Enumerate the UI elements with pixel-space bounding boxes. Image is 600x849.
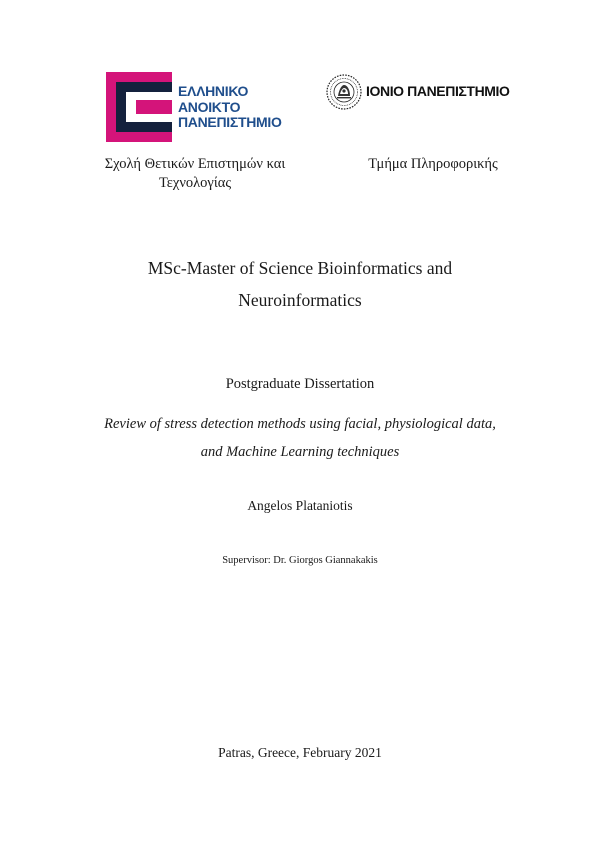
thesis-title-line: and Machine Learning techniques	[200, 444, 400, 460]
supervisor-line: Supervisor: Dr. Giorgos Giannakakis	[222, 555, 378, 566]
thesis-title-line: Review of stress detection methods using facial, physiological data,	[104, 416, 496, 432]
ionian-wordmark: ΙΟΝΙΟ ΠΑΝΕΠΙΣΤΗΜΙΟ	[366, 83, 510, 99]
school-name-line: Σχολή Θετικών Επιστημών και	[104, 156, 286, 172]
ionian-university-logo	[326, 74, 516, 110]
school-name-line: Τεχνολογίας	[158, 175, 232, 191]
author-name: Angelos Plataniotis	[247, 498, 353, 513]
hou-emblem-icon	[106, 72, 172, 142]
hellenic-open-university-logo	[106, 72, 306, 144]
program-name-line: MSc-Master of Science Bioinformatics and	[147, 258, 453, 278]
document-type: Postgraduate Dissertation	[225, 376, 375, 392]
program-name-line: Neuroinformatics	[238, 290, 362, 310]
hou-wordmark-line: ΑΝΟΙΚΤΟ	[178, 98, 241, 115]
program-name	[40, 252, 560, 316]
school-name	[80, 155, 310, 193]
department-name: Τμήμα Πληροφορικής	[368, 156, 498, 172]
thesis-title	[40, 410, 560, 466]
hou-wordmark-line: ΕΛΛΗΝΙΚΟ	[178, 83, 249, 99]
place-and-date: Patras, Greece, February 2021	[218, 745, 382, 760]
ionian-seal-icon	[326, 74, 362, 110]
hou-wordmark	[178, 84, 282, 131]
hou-wordmark-line: ΠΑΝΕΠΙΣΤΗΜΙΟ	[178, 114, 282, 130]
